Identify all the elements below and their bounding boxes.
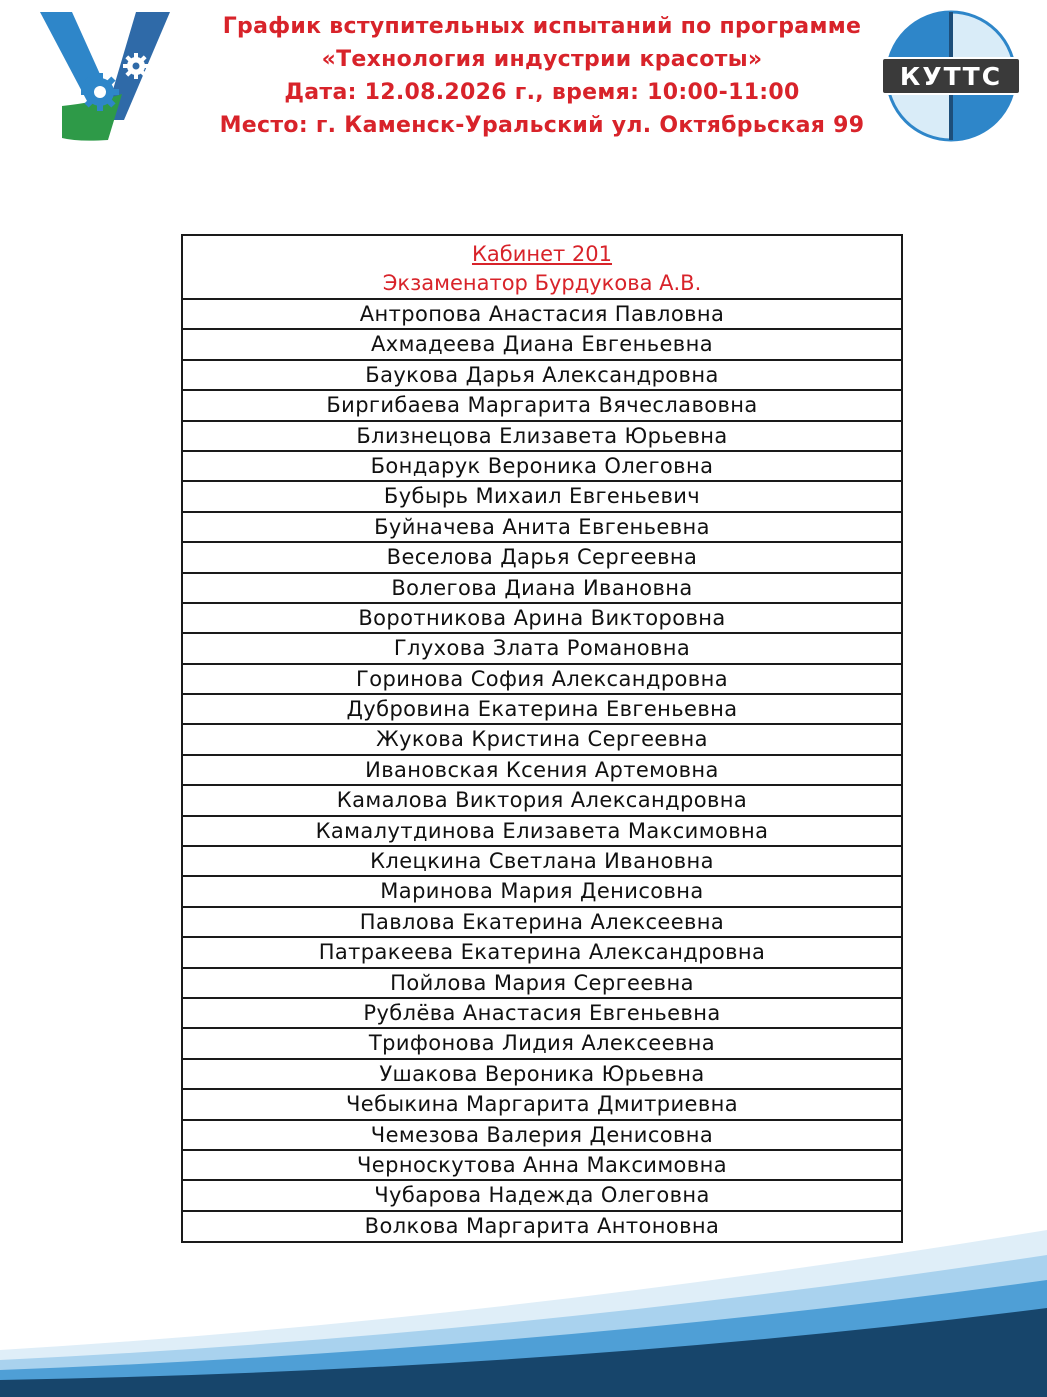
table-row: Ушакова Вероника Юрьевна — [183, 1060, 901, 1090]
v-logo-icon — [40, 12, 170, 141]
header-title: График вступительных испытаний по программе — [222, 14, 862, 39]
kutts-logo — [880, 8, 1022, 144]
table-row: Чебыкина Маргарита Дмитриевна — [183, 1090, 901, 1120]
applicants-table — [181, 234, 903, 1243]
table-row: Буйначева Анита Евгеньевна — [183, 513, 901, 543]
table-row: Антропова Анастасия Павловна — [183, 300, 901, 330]
table-row: Трифонова Лидия Алексеевна — [183, 1029, 901, 1059]
table-row: Бубырь Михаил Евгеньевич — [183, 482, 901, 512]
table-row: Близнецова Елизавета Юрьевна — [183, 422, 901, 452]
table-row: Волегова Диана Ивановна — [183, 574, 901, 604]
table-row: Жукова Кристина Сергеевна — [183, 725, 901, 755]
table-row: Глухова Злата Романовна — [183, 634, 901, 664]
decorative-waves — [0, 1230, 1047, 1397]
table-row: Ивановская Ксения Артемовна — [183, 756, 901, 786]
room-number: Кабинет 201 — [471, 242, 613, 266]
table-row: Баукова Дарья Александровна — [183, 361, 901, 391]
table-row: Камалова Виктория Александровна — [183, 786, 901, 816]
table-row: Павлова Екатерина Алексеевна — [183, 908, 901, 938]
table-row: Волкова Маргарита Антоновна — [364, 1213, 720, 1238]
table-row: Веселова Дарья Сергеевна — [183, 543, 901, 573]
table-row: Патракеева Екатерина Александровна — [183, 938, 901, 968]
table-row: Рублёва Анастасия Евгеньевна — [183, 999, 901, 1029]
table-row: Клецкина Светлана Ивановна — [183, 847, 901, 877]
kutts-logo-text: КУТТС — [899, 62, 1003, 91]
header-date-time: Дата: 12.08.2026 г., время: 10:00-11:00 — [284, 80, 800, 105]
table-row: Чемезова Валерия Денисовна — [183, 1121, 901, 1151]
table-row: Дубровина Екатерина Евгеньевна — [183, 695, 901, 725]
table-row: Биргибаева Маргарита Вячеславовна — [183, 391, 901, 421]
table-row: Маринова Мария Денисовна — [183, 877, 901, 907]
applicants-list — [183, 300, 901, 1242]
table-header — [183, 236, 901, 300]
left-logo — [38, 10, 172, 142]
table-row: Бондарук Вероника Олеговна — [183, 452, 901, 482]
table-row: Ахмадеева Диана Евгеньевна — [183, 330, 901, 360]
table-row: Пойлова Мария Сергеевна — [183, 969, 901, 999]
table-row: Чубарова Надежда Олеговна — [183, 1181, 901, 1211]
table-row: Черноскутова Анна Максимовна — [183, 1151, 901, 1181]
schedule-header — [200, 10, 884, 142]
table-row: Горинова София Александровна — [183, 665, 901, 695]
table-row: Воротникова Арина Викторовна — [183, 604, 901, 634]
examiner-name: Экзаменатор Бурдукова А.В. — [382, 271, 702, 295]
table-row: Камалутдинова Елизавета Максимовна — [183, 817, 901, 847]
header-location: Место: г. Каменск-Уральский ул. Октябрьская 99 — [219, 113, 865, 138]
header-program: «Технология индустрии красоты» — [321, 47, 763, 72]
